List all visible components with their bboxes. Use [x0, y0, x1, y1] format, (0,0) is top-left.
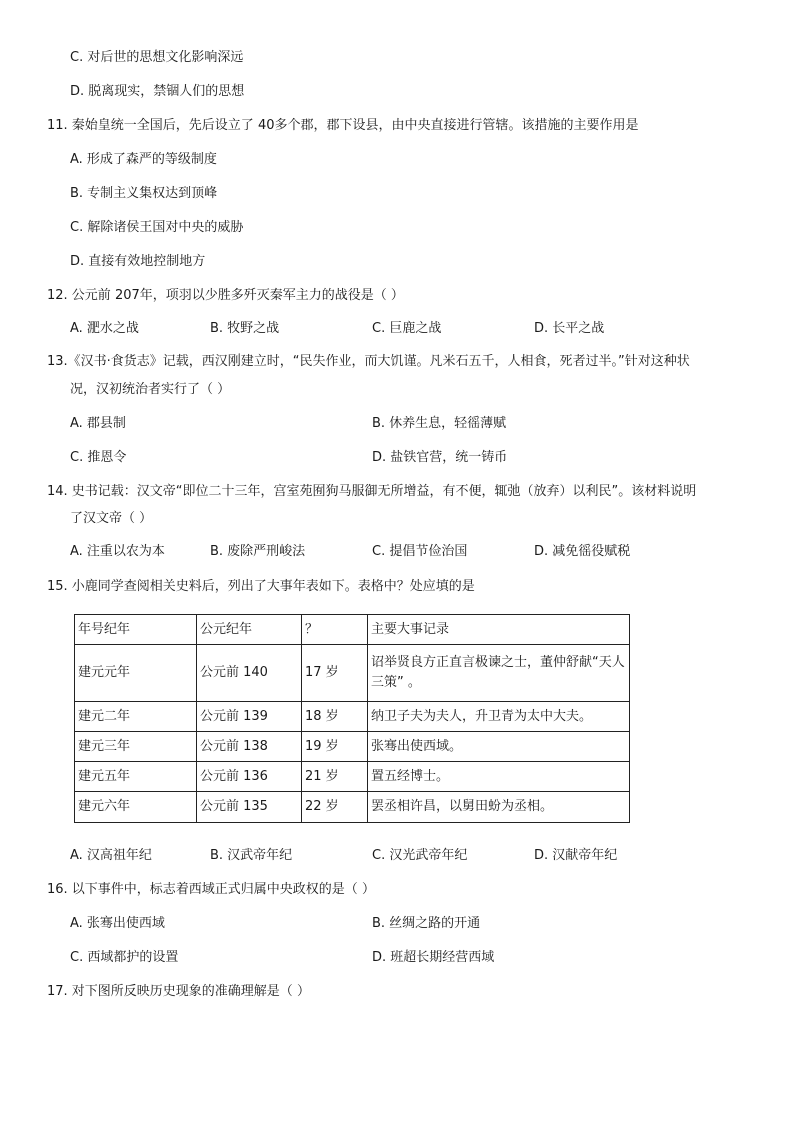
table-header-cell: 公元纪年	[197, 615, 302, 645]
q11-option-a: A. 形成了森严的等级制度	[70, 152, 217, 167]
q11-option-d: D. 直接有效地控制地方	[70, 254, 206, 269]
q14-option-b: B. 废除严刑峻法	[210, 544, 306, 559]
table-cell: 公元前 140	[197, 645, 302, 702]
q17-stem: 17. 对下图所反映历史现象的准确理解是（ ）	[47, 984, 310, 999]
table-row	[75, 762, 630, 792]
q12-stem: 12. 公元前 207年，项羽以少胜多歼灭秦军主力的战役是（ ）	[47, 288, 404, 303]
table-cell: 建元三年	[75, 732, 197, 762]
table-cell: 建元六年	[75, 792, 197, 823]
table-cell: 建元二年	[75, 702, 197, 732]
q13-stem-line1: 13.《汉书·食货志》记载，西汉刚建立时，“民失作业，而大饥谨。凡米石五千，人相食，死者过半。”针对这种状	[47, 354, 690, 369]
q14-option-d: D. 减免徭役赋税	[534, 544, 631, 559]
table-row	[75, 732, 630, 762]
q12-option-a: A. 淝水之战	[70, 321, 139, 336]
table-header-cell: 年号纪年	[75, 615, 197, 645]
table-cell: 诏举贤良方正直言极谏之士，董仲舒献“天人三策” 。	[368, 645, 630, 702]
q11-option-b: B. 专制主义集权达到顶峰	[70, 186, 218, 201]
q11-stem: 11. 秦始皇统一全国后，先后设立了 40多个郡，郡下设县，由中央直接进行管辖。该措施的主要作用是	[47, 118, 639, 133]
table-cell: 张骞出使西域。	[368, 732, 630, 762]
table-cell: 公元前 136	[197, 762, 302, 792]
q16-option-a: A. 张骞出使西域	[70, 916, 165, 931]
q14-option-a: A. 注重以农为本	[70, 544, 165, 559]
q13-option-b: B. 休养生息，轻徭薄赋	[372, 416, 507, 431]
q10-option-d: D. 脱离现实，禁锢人们的思想	[70, 84, 245, 99]
table-row	[75, 702, 630, 732]
q11-option-c: C. 解除诸侯王国对中央的威胁	[70, 220, 244, 235]
table-row	[75, 792, 630, 823]
chronology-table	[74, 614, 630, 823]
q12-option-d: D. 长平之战	[534, 321, 605, 336]
q13-option-d: D. 盐铁官营，统一铸币	[372, 450, 508, 465]
q15-option-a: A. 汉高祖年纪	[70, 848, 152, 863]
q15-stem: 15. 小鹿同学查阅相关史料后，列出了大事年表如下。表格中？处应填的是	[47, 579, 475, 594]
table-header-cell: ？	[302, 615, 368, 645]
table-cell: 21 岁	[302, 762, 368, 792]
q13-stem-line2: 况，汉初统治者实行了（ ）	[70, 382, 231, 397]
table-cell: 置五经博士。	[368, 762, 630, 792]
table-cell: 罢丞相许昌，以舅田蚡为丞相。	[368, 792, 630, 823]
q14-option-c: C. 提倡节俭治国	[372, 544, 468, 559]
q14-stem-line1: 14. 史书记载：汉文帝“即位二十三年，宫室苑囿狗马服御无所增益，有不便，辄弛（放弃）以利民”。该材料说明	[47, 484, 697, 499]
q13-option-c: C. 推恩令	[70, 450, 127, 465]
q15-option-d: D. 汉献帝年纪	[534, 848, 618, 863]
table-cell: 17 岁	[302, 645, 368, 702]
q16-option-b: B. 丝绸之路的开通	[372, 916, 481, 931]
q12-option-c: C. 巨鹿之战	[372, 321, 442, 336]
table-cell: 22 岁	[302, 792, 368, 823]
q10-option-c: C. 对后世的思想文化影响深远	[70, 50, 244, 65]
table-cell: 19 岁	[302, 732, 368, 762]
table-cell: 纳卫子夫为夫人，升卫青为太中大夫。	[368, 702, 630, 732]
table-header-row	[75, 615, 630, 645]
q14-stem-line2: 了汉文帝（ ）	[70, 511, 153, 526]
q16-option-c: C. 西域都护的设置	[70, 950, 179, 965]
q15-option-c: C. 汉光武帝年纪	[372, 848, 468, 863]
table-cell: 公元前 135	[197, 792, 302, 823]
table-row	[75, 645, 630, 702]
table-cell: 公元前 138	[197, 732, 302, 762]
q13-option-a: A. 郡县制	[70, 416, 126, 431]
q15-option-b: B. 汉武帝年纪	[210, 848, 293, 863]
table-cell: 公元前 139	[197, 702, 302, 732]
q16-stem: 16. 以下事件中，标志着西域正式归属中央政权的是（ ）	[47, 882, 375, 897]
table-header-cell: 主要大事记录	[368, 615, 630, 645]
table-cell: 建元五年	[75, 762, 197, 792]
table-cell: 18 岁	[302, 702, 368, 732]
table-cell: 建元元年	[75, 645, 197, 702]
q12-option-b: B. 牧野之战	[210, 321, 280, 336]
q16-option-d: D. 班超长期经营西域	[372, 950, 495, 965]
